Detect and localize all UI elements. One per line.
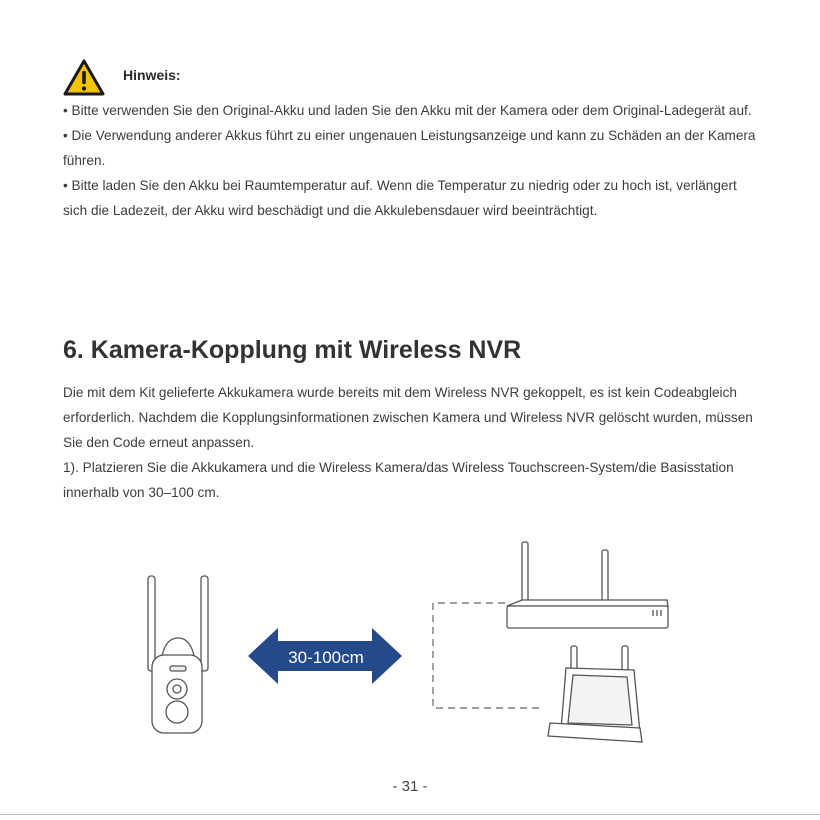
page-number: - 31 - <box>392 778 428 795</box>
notice-item: • Bitte laden Sie den Akku bei Raumtemperatur auf. Wenn die Temperatur zu niedrig oder zu hoch ist, verlängert sich die Ladezeit, der Akku wird beschädigt und die Akkulebensdauer wird beeinträchtigt. <box>63 178 737 218</box>
pairing-illustration <box>0 530 820 760</box>
distance-label: 30-100cm <box>288 648 364 667</box>
touchscreen-monitor-icon <box>548 646 642 742</box>
bottom-divider <box>0 814 820 815</box>
notice-item: • Die Verwendung anderer Akkus führt zu einer ungenauen Leistungsanzeige und kann zu Schäden an der Kamera führen. <box>63 128 756 168</box>
section-step: 1). Platzieren Sie die Akkukamera und die Wireless Kamera/das Wireless Touchscreen-System/die Basisstation innerhalb von 30–100 cm. <box>63 460 734 500</box>
notice-title: Hinweis: <box>123 67 181 83</box>
notice-list <box>63 98 763 223</box>
battery-camera-icon <box>148 576 208 733</box>
section-title: 6. Kamera-Kopplung mit Wireless NVR <box>63 336 522 364</box>
notice-item: • Bitte verwenden Sie den Original-Akku und laden Sie den Akku mit der Kamera oder dem Original-Ladegerät auf. <box>63 103 752 118</box>
nvr-recorder-icon <box>507 542 668 628</box>
section-paragraph: Die mit dem Kit gelieferte Akkukamera wurde bereits mit dem Wireless NVR gekoppelt, es ist kein Codeabgleich erforderlich. Nachdem die Kopplungsinformationen zwischen Kamera und Wireless NVR gelöscht wurden, müssen Sie den Code erneut anpassen. <box>63 385 753 450</box>
warning-triangle-icon <box>62 58 106 98</box>
section-body <box>63 380 763 505</box>
